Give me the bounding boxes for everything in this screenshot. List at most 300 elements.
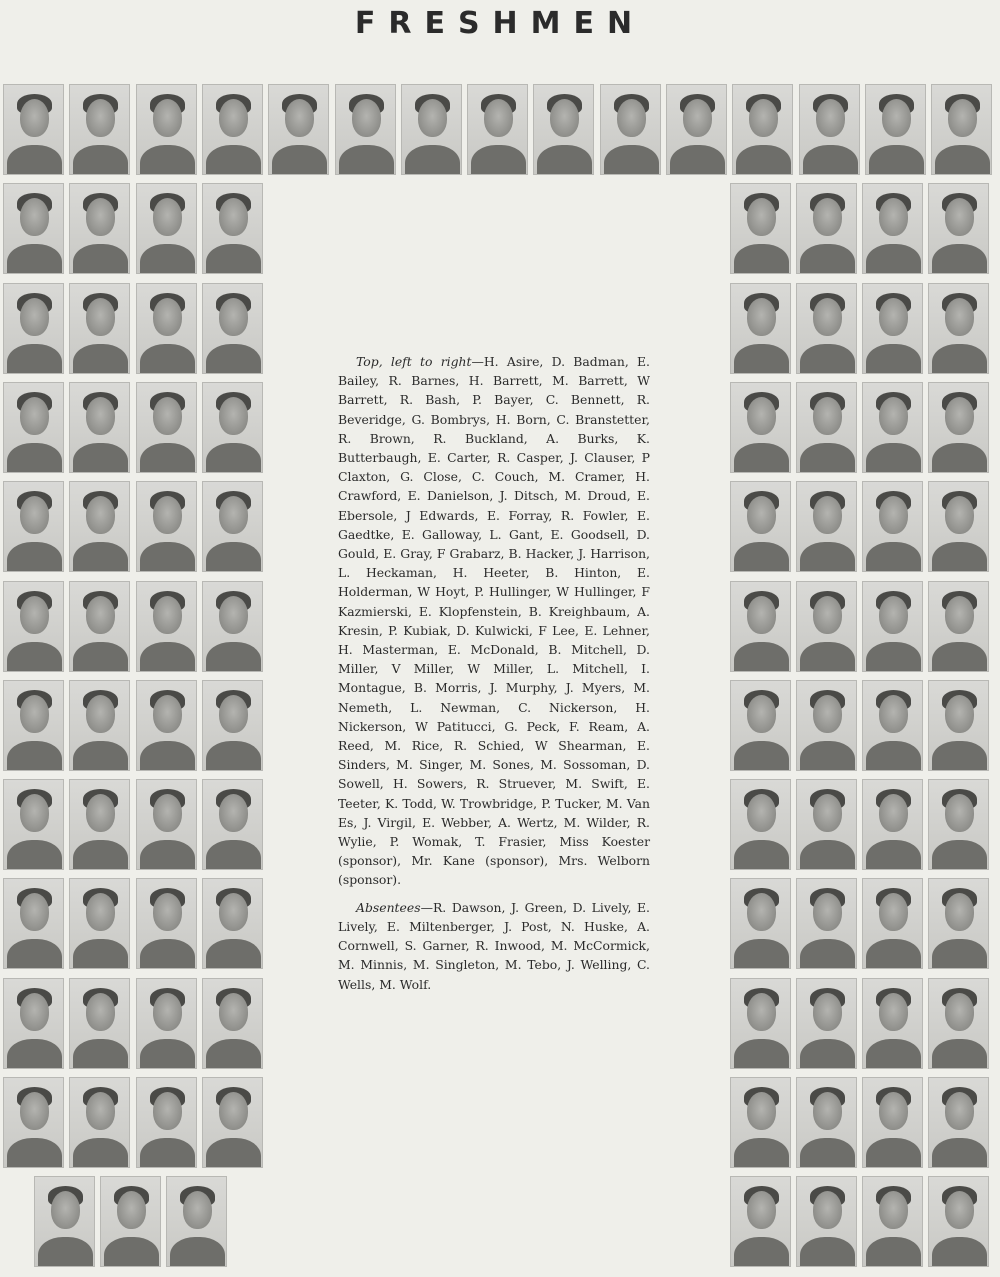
portrait-shoulders xyxy=(206,642,261,672)
portrait-photo xyxy=(730,1176,791,1267)
portrait-photo xyxy=(928,183,989,274)
portrait-face xyxy=(813,993,842,1031)
portrait-face xyxy=(153,893,182,931)
portrait-shoulders xyxy=(206,1138,261,1168)
portrait-shoulders xyxy=(932,443,987,473)
portrait-shoulders xyxy=(800,244,855,274)
portrait-shoulders xyxy=(73,542,128,572)
portrait-shoulders xyxy=(866,542,921,572)
portrait-face xyxy=(20,794,49,832)
portrait-face xyxy=(20,993,49,1031)
portrait-face xyxy=(550,99,579,137)
portrait-face xyxy=(418,99,447,137)
portrait-shoulders xyxy=(206,939,261,969)
portrait-photo xyxy=(862,382,923,473)
portrait-face xyxy=(813,198,842,236)
portrait-face xyxy=(86,198,115,236)
portrait-shoulders xyxy=(932,1138,987,1168)
portrait-shoulders xyxy=(73,939,128,969)
portrait-photo xyxy=(730,481,791,572)
portrait-face xyxy=(683,99,712,137)
portrait-photo xyxy=(401,84,462,175)
portrait-photo xyxy=(730,283,791,374)
portrait-face xyxy=(86,1092,115,1130)
portrait-shoulders xyxy=(734,939,789,969)
portrait-photo xyxy=(202,581,263,672)
portrait-photo xyxy=(3,878,64,969)
portrait-face xyxy=(945,496,974,534)
portrait-shoulders xyxy=(73,145,128,175)
portrait-photo xyxy=(3,481,64,572)
portrait-shoulders xyxy=(471,145,526,175)
portrait-shoulders xyxy=(932,542,987,572)
portrait-face xyxy=(813,1092,842,1130)
portrait-shoulders xyxy=(866,344,921,374)
portrait-shoulders xyxy=(206,1039,261,1069)
portrait-shoulders xyxy=(7,1138,62,1168)
portrait-face xyxy=(749,99,778,137)
portrait-photo xyxy=(467,84,528,175)
portrait-photo xyxy=(796,183,857,274)
portrait-photo xyxy=(100,1176,161,1267)
portrait-photo xyxy=(928,283,989,374)
portrait-face xyxy=(747,794,776,832)
portrait-shoulders xyxy=(7,1039,62,1069)
portrait-photo xyxy=(862,183,923,274)
portrait-photo xyxy=(928,1176,989,1267)
names-lead: Top, left to right xyxy=(356,354,472,369)
portrait-photo xyxy=(732,84,793,175)
portrait-face xyxy=(747,893,776,931)
portrait-shoulders xyxy=(206,344,261,374)
portrait-photo xyxy=(3,84,64,175)
portrait-face xyxy=(183,1191,212,1229)
portrait-face xyxy=(879,596,908,634)
portrait-shoulders xyxy=(73,741,128,771)
portrait-shoulders xyxy=(734,1138,789,1168)
portrait-photo xyxy=(862,1077,923,1168)
portrait-face xyxy=(20,1092,49,1130)
portrait-shoulders xyxy=(734,840,789,870)
portrait-face xyxy=(747,198,776,236)
portrait-face xyxy=(219,596,248,634)
portrait-shoulders xyxy=(734,244,789,274)
portrait-shoulders xyxy=(140,443,195,473)
portrait-shoulders xyxy=(932,1039,987,1069)
portrait-shoulders xyxy=(7,939,62,969)
portrait-photo xyxy=(796,779,857,870)
portrait-photo xyxy=(69,878,130,969)
portrait-shoulders xyxy=(800,443,855,473)
portrait-photo xyxy=(730,978,791,1069)
portrait-shoulders xyxy=(736,145,791,175)
portrait-photo xyxy=(730,382,791,473)
portrait-face xyxy=(352,99,381,137)
portrait-photo xyxy=(202,84,263,175)
portrait-photo xyxy=(136,84,197,175)
portrait-photo xyxy=(136,779,197,870)
portrait-photo xyxy=(136,382,197,473)
portrait-shoulders xyxy=(206,145,261,175)
portrait-shoulders xyxy=(935,145,990,175)
portrait-shoulders xyxy=(73,1138,128,1168)
portrait-face xyxy=(945,695,974,733)
portrait-photo xyxy=(928,680,989,771)
portrait-face xyxy=(153,99,182,137)
portrait-shoulders xyxy=(73,443,128,473)
names-text: —H. Asire, D. Badman, E. Bailey, R. Barnes, H. Barrett, M. Barrett, W Barrett, R. Bash, P. Bayer, C. Bennett, R. Beveridge, G. Bombrys, H. Born, C. Branstetter, R. Brown, R. Buckland, A. Burks, K. Butterbaugh, E. Carter, R. Casper, J. Clauser, P Claxton, G. Close, C. Couch, M. Cramer, H. Crawford, E. Danielson, J. Ditsch, M. Droud, E. Ebersole, J Edwards, E. Forray, R. Fowler, E. Gaedtke, E. Galloway, L. Gant, E. Goodsell, D. Gould, E. Gray, F Grabarz, B. Hacker, J. Harrison, L. Heckaman, H. Heeter, B. Hinton, E. Holderman, W Hoyt, P. Hullinger, W Hullinger, F Kazmierski, E. Klopfenstein, B. Kreighbaum, A. Kresin, P. Kubiak, D. Kulwicki, F Lee, E. Lehner, H. Masterman, E. McDonald, B. Mitchell, D. Miller, V Miller, W Miller, L. Mitchell, I. Montague, B. Morris, J. Murphy, J. Myers, M. Nemeth, L. Newman, C. Nickerson, H. Nickerson, W Patitucci, G. Peck, F. Ream, A. Reed, M. Rice, R. Schied, W Shearman, E. Sinders, M. Singer, M. Sones, M. Sossoman, D. Sowell, H. Sowers, R. Struever, M. Swift, E. Teeter, K. Todd, W. Trowbridge, P. Tucker, M. Van Es, J. Virgil, E. Webber, A. Wertz, M. Wilder, R. Wylie, P. Womak, T. Frasier, Miss Koester (sponsor), Mr. Kane (sponsor), Mrs. Welborn (sponsor). xyxy=(338,354,650,888)
portrait-photo xyxy=(202,779,263,870)
portrait-face xyxy=(879,397,908,435)
portrait-shoulders xyxy=(140,542,195,572)
portrait-shoulders xyxy=(734,344,789,374)
portrait-face xyxy=(813,1191,842,1229)
portrait-face xyxy=(747,1191,776,1229)
portrait-photo xyxy=(730,183,791,274)
portrait-photo xyxy=(335,84,396,175)
portrait-shoulders xyxy=(866,443,921,473)
portrait-face xyxy=(945,1092,974,1130)
absentees-text: —R. Dawson, J. Green, D. Lively, E. Lively, E. Miltenberger, J. Post, N. Huske, A. Cornwell, S. Garner, R. Inwood, M. McCormick, M. Minnis, M. Singleton, M. Tebo, J. Welling, C. Wells, M. Wolf. xyxy=(338,899,650,992)
portrait-face xyxy=(747,993,776,1031)
portrait-shoulders xyxy=(170,1237,225,1267)
portrait-photo xyxy=(928,779,989,870)
portrait-photo xyxy=(862,878,923,969)
portrait-face xyxy=(945,1191,974,1229)
portrait-photo xyxy=(69,581,130,672)
portrait-photo xyxy=(796,878,857,969)
page-title: FRESHMEN xyxy=(354,6,646,41)
portrait-face xyxy=(219,397,248,435)
portrait-shoulders xyxy=(206,741,261,771)
portrait-shoulders xyxy=(7,443,62,473)
portrait-photo xyxy=(3,382,64,473)
portrait-shoulders xyxy=(866,741,921,771)
portrait-photo xyxy=(69,84,130,175)
portrait-face xyxy=(86,893,115,931)
portrait-face xyxy=(219,794,248,832)
portrait-face xyxy=(617,99,646,137)
absentees-paragraph xyxy=(338,898,650,994)
portrait-face xyxy=(86,397,115,435)
portrait-shoulders xyxy=(140,741,195,771)
portrait-photo xyxy=(202,978,263,1069)
portrait-shoulders xyxy=(734,542,789,572)
portrait-shoulders xyxy=(734,741,789,771)
portrait-shoulders xyxy=(604,145,659,175)
portrait-shoulders xyxy=(734,443,789,473)
portrait-face xyxy=(219,1092,248,1130)
portrait-shoulders xyxy=(932,1237,987,1267)
portrait-face xyxy=(117,1191,146,1229)
portrait-face xyxy=(945,794,974,832)
portrait-shoulders xyxy=(7,145,62,175)
portrait-face xyxy=(20,198,49,236)
portrait-photo xyxy=(136,581,197,672)
portrait-shoulders xyxy=(206,840,261,870)
portrait-face xyxy=(153,496,182,534)
portrait-shoulders xyxy=(866,840,921,870)
portrait-shoulders xyxy=(866,939,921,969)
portrait-face xyxy=(153,1092,182,1130)
portrait-photo xyxy=(202,283,263,374)
portrait-shoulders xyxy=(73,642,128,672)
portrait-face xyxy=(945,596,974,634)
portrait-face xyxy=(945,893,974,931)
portrait-photo xyxy=(202,183,263,274)
portrait-photo xyxy=(928,382,989,473)
portrait-photo xyxy=(3,581,64,672)
portrait-face xyxy=(879,794,908,832)
portrait-photo xyxy=(796,1077,857,1168)
portrait-photo xyxy=(796,978,857,1069)
portrait-shoulders xyxy=(405,145,460,175)
portrait-shoulders xyxy=(73,840,128,870)
portrait-photo xyxy=(796,382,857,473)
portrait-shoulders xyxy=(140,1138,195,1168)
portrait-shoulders xyxy=(206,542,261,572)
portrait-photo xyxy=(136,1077,197,1168)
portrait-face xyxy=(219,496,248,534)
portrait-shoulders xyxy=(272,145,327,175)
portrait-photo xyxy=(136,481,197,572)
portrait-shoulders xyxy=(734,642,789,672)
portrait-shoulders xyxy=(140,1039,195,1069)
portrait-photo xyxy=(3,183,64,274)
portrait-shoulders xyxy=(140,145,195,175)
portrait-face xyxy=(813,496,842,534)
portrait-photo xyxy=(69,382,130,473)
portrait-shoulders xyxy=(932,642,987,672)
portrait-face xyxy=(879,1092,908,1130)
portrait-face xyxy=(813,397,842,435)
portrait-face xyxy=(219,993,248,1031)
portrait-face xyxy=(20,695,49,733)
portrait-photo xyxy=(862,680,923,771)
portrait-face xyxy=(879,496,908,534)
portrait-face xyxy=(86,993,115,1031)
portrait-face xyxy=(813,596,842,634)
portrait-photo xyxy=(34,1176,95,1267)
portrait-face xyxy=(945,298,974,336)
portrait-face xyxy=(86,496,115,534)
portrait-photo xyxy=(730,581,791,672)
portrait-shoulders xyxy=(73,1039,128,1069)
portrait-shoulders xyxy=(7,244,62,274)
portrait-face xyxy=(20,496,49,534)
portrait-face xyxy=(813,794,842,832)
portrait-face xyxy=(948,99,977,137)
portrait-photo xyxy=(796,581,857,672)
portrait-shoulders xyxy=(734,1039,789,1069)
portrait-face xyxy=(285,99,314,137)
portrait-shoulders xyxy=(104,1237,159,1267)
portrait-photo xyxy=(3,779,64,870)
portrait-shoulders xyxy=(7,840,62,870)
portrait-face xyxy=(879,695,908,733)
portrait-shoulders xyxy=(803,145,858,175)
portrait-shoulders xyxy=(866,1039,921,1069)
portrait-photo xyxy=(796,680,857,771)
portrait-photo xyxy=(136,283,197,374)
portrait-photo xyxy=(69,978,130,1069)
caption-block xyxy=(338,352,650,1002)
portrait-face xyxy=(153,298,182,336)
portrait-shoulders xyxy=(800,344,855,374)
portrait-face xyxy=(945,198,974,236)
portrait-face xyxy=(816,99,845,137)
portrait-shoulders xyxy=(339,145,394,175)
portrait-face xyxy=(747,397,776,435)
portrait-shoulders xyxy=(866,244,921,274)
portrait-shoulders xyxy=(866,1138,921,1168)
portrait-face xyxy=(86,298,115,336)
portrait-shoulders xyxy=(800,840,855,870)
portrait-face xyxy=(153,794,182,832)
portrait-shoulders xyxy=(140,642,195,672)
portrait-shoulders xyxy=(140,244,195,274)
portrait-photo xyxy=(268,84,329,175)
portrait-shoulders xyxy=(800,542,855,572)
portrait-face xyxy=(219,198,248,236)
portrait-face xyxy=(747,596,776,634)
portrait-face xyxy=(219,99,248,137)
absentees-lead: Absentees xyxy=(356,899,421,915)
portrait-face xyxy=(219,893,248,931)
portrait-shoulders xyxy=(932,741,987,771)
portrait-face xyxy=(879,893,908,931)
portrait-shoulders xyxy=(734,1237,789,1267)
portrait-face xyxy=(20,596,49,634)
portrait-face xyxy=(20,893,49,931)
portrait-face xyxy=(219,695,248,733)
portrait-photo xyxy=(796,1176,857,1267)
portrait-shoulders xyxy=(932,344,987,374)
portrait-photo xyxy=(862,978,923,1069)
portrait-face xyxy=(153,695,182,733)
portrait-photo xyxy=(69,1077,130,1168)
names-paragraph xyxy=(338,352,650,890)
portrait-photo xyxy=(928,481,989,572)
portrait-shoulders xyxy=(800,1039,855,1069)
portrait-photo xyxy=(730,779,791,870)
portrait-face xyxy=(813,695,842,733)
portrait-photo xyxy=(730,878,791,969)
portrait-face xyxy=(879,1191,908,1229)
portrait-photo xyxy=(600,84,661,175)
portrait-photo xyxy=(136,878,197,969)
portrait-photo xyxy=(69,481,130,572)
portrait-photo xyxy=(666,84,727,175)
portrait-photo xyxy=(730,680,791,771)
portrait-photo xyxy=(928,978,989,1069)
portrait-face xyxy=(153,198,182,236)
portrait-shoulders xyxy=(206,443,261,473)
portrait-face xyxy=(879,198,908,236)
portrait-photo xyxy=(202,382,263,473)
portrait-photo xyxy=(928,1077,989,1168)
portrait-face xyxy=(86,794,115,832)
portrait-photo xyxy=(136,183,197,274)
portrait-shoulders xyxy=(670,145,725,175)
portrait-photo xyxy=(931,84,992,175)
portrait-shoulders xyxy=(7,542,62,572)
portrait-shoulders xyxy=(869,145,924,175)
portrait-shoulders xyxy=(7,642,62,672)
portrait-photo xyxy=(3,680,64,771)
portrait-shoulders xyxy=(7,741,62,771)
portrait-shoulders xyxy=(932,939,987,969)
portrait-photo xyxy=(166,1176,227,1267)
portrait-shoulders xyxy=(800,939,855,969)
portrait-face xyxy=(879,298,908,336)
portrait-shoulders xyxy=(206,244,261,274)
portrait-face xyxy=(153,397,182,435)
portrait-photo xyxy=(69,283,130,374)
portrait-photo xyxy=(202,680,263,771)
portrait-face xyxy=(747,298,776,336)
portrait-face xyxy=(945,397,974,435)
portrait-shoulders xyxy=(537,145,592,175)
portrait-shoulders xyxy=(140,939,195,969)
portrait-face xyxy=(945,993,974,1031)
portrait-photo xyxy=(796,283,857,374)
portrait-face xyxy=(20,397,49,435)
portrait-photo xyxy=(730,1077,791,1168)
portrait-face xyxy=(86,99,115,137)
portrait-shoulders xyxy=(800,1138,855,1168)
portrait-shoulders xyxy=(800,1237,855,1267)
portrait-photo xyxy=(796,481,857,572)
portrait-photo xyxy=(865,84,926,175)
portrait-photo xyxy=(799,84,860,175)
portrait-photo xyxy=(928,878,989,969)
portrait-face xyxy=(879,993,908,1031)
portrait-photo xyxy=(69,680,130,771)
portrait-face xyxy=(882,99,911,137)
portrait-face xyxy=(747,496,776,534)
portrait-photo xyxy=(3,283,64,374)
portrait-photo xyxy=(202,481,263,572)
portrait-photo xyxy=(862,1176,923,1267)
portrait-face xyxy=(153,596,182,634)
portrait-photo xyxy=(69,779,130,870)
portrait-shoulders xyxy=(800,642,855,672)
portrait-shoulders xyxy=(73,244,128,274)
portrait-face xyxy=(813,298,842,336)
portrait-shoulders xyxy=(932,244,987,274)
portrait-face xyxy=(20,99,49,137)
portrait-shoulders xyxy=(38,1237,93,1267)
portrait-photo xyxy=(136,978,197,1069)
portrait-shoulders xyxy=(7,344,62,374)
portrait-photo xyxy=(69,183,130,274)
portrait-face xyxy=(86,695,115,733)
portrait-shoulders xyxy=(140,344,195,374)
portrait-face xyxy=(20,298,49,336)
portrait-face xyxy=(747,1092,776,1130)
portrait-photo xyxy=(862,779,923,870)
portrait-photo xyxy=(3,978,64,1069)
portrait-face xyxy=(219,298,248,336)
portrait-photo xyxy=(862,581,923,672)
portrait-shoulders xyxy=(140,840,195,870)
portrait-photo xyxy=(202,878,263,969)
portrait-photo xyxy=(928,581,989,672)
portrait-face xyxy=(813,893,842,931)
portrait-shoulders xyxy=(800,741,855,771)
portrait-shoulders xyxy=(866,642,921,672)
